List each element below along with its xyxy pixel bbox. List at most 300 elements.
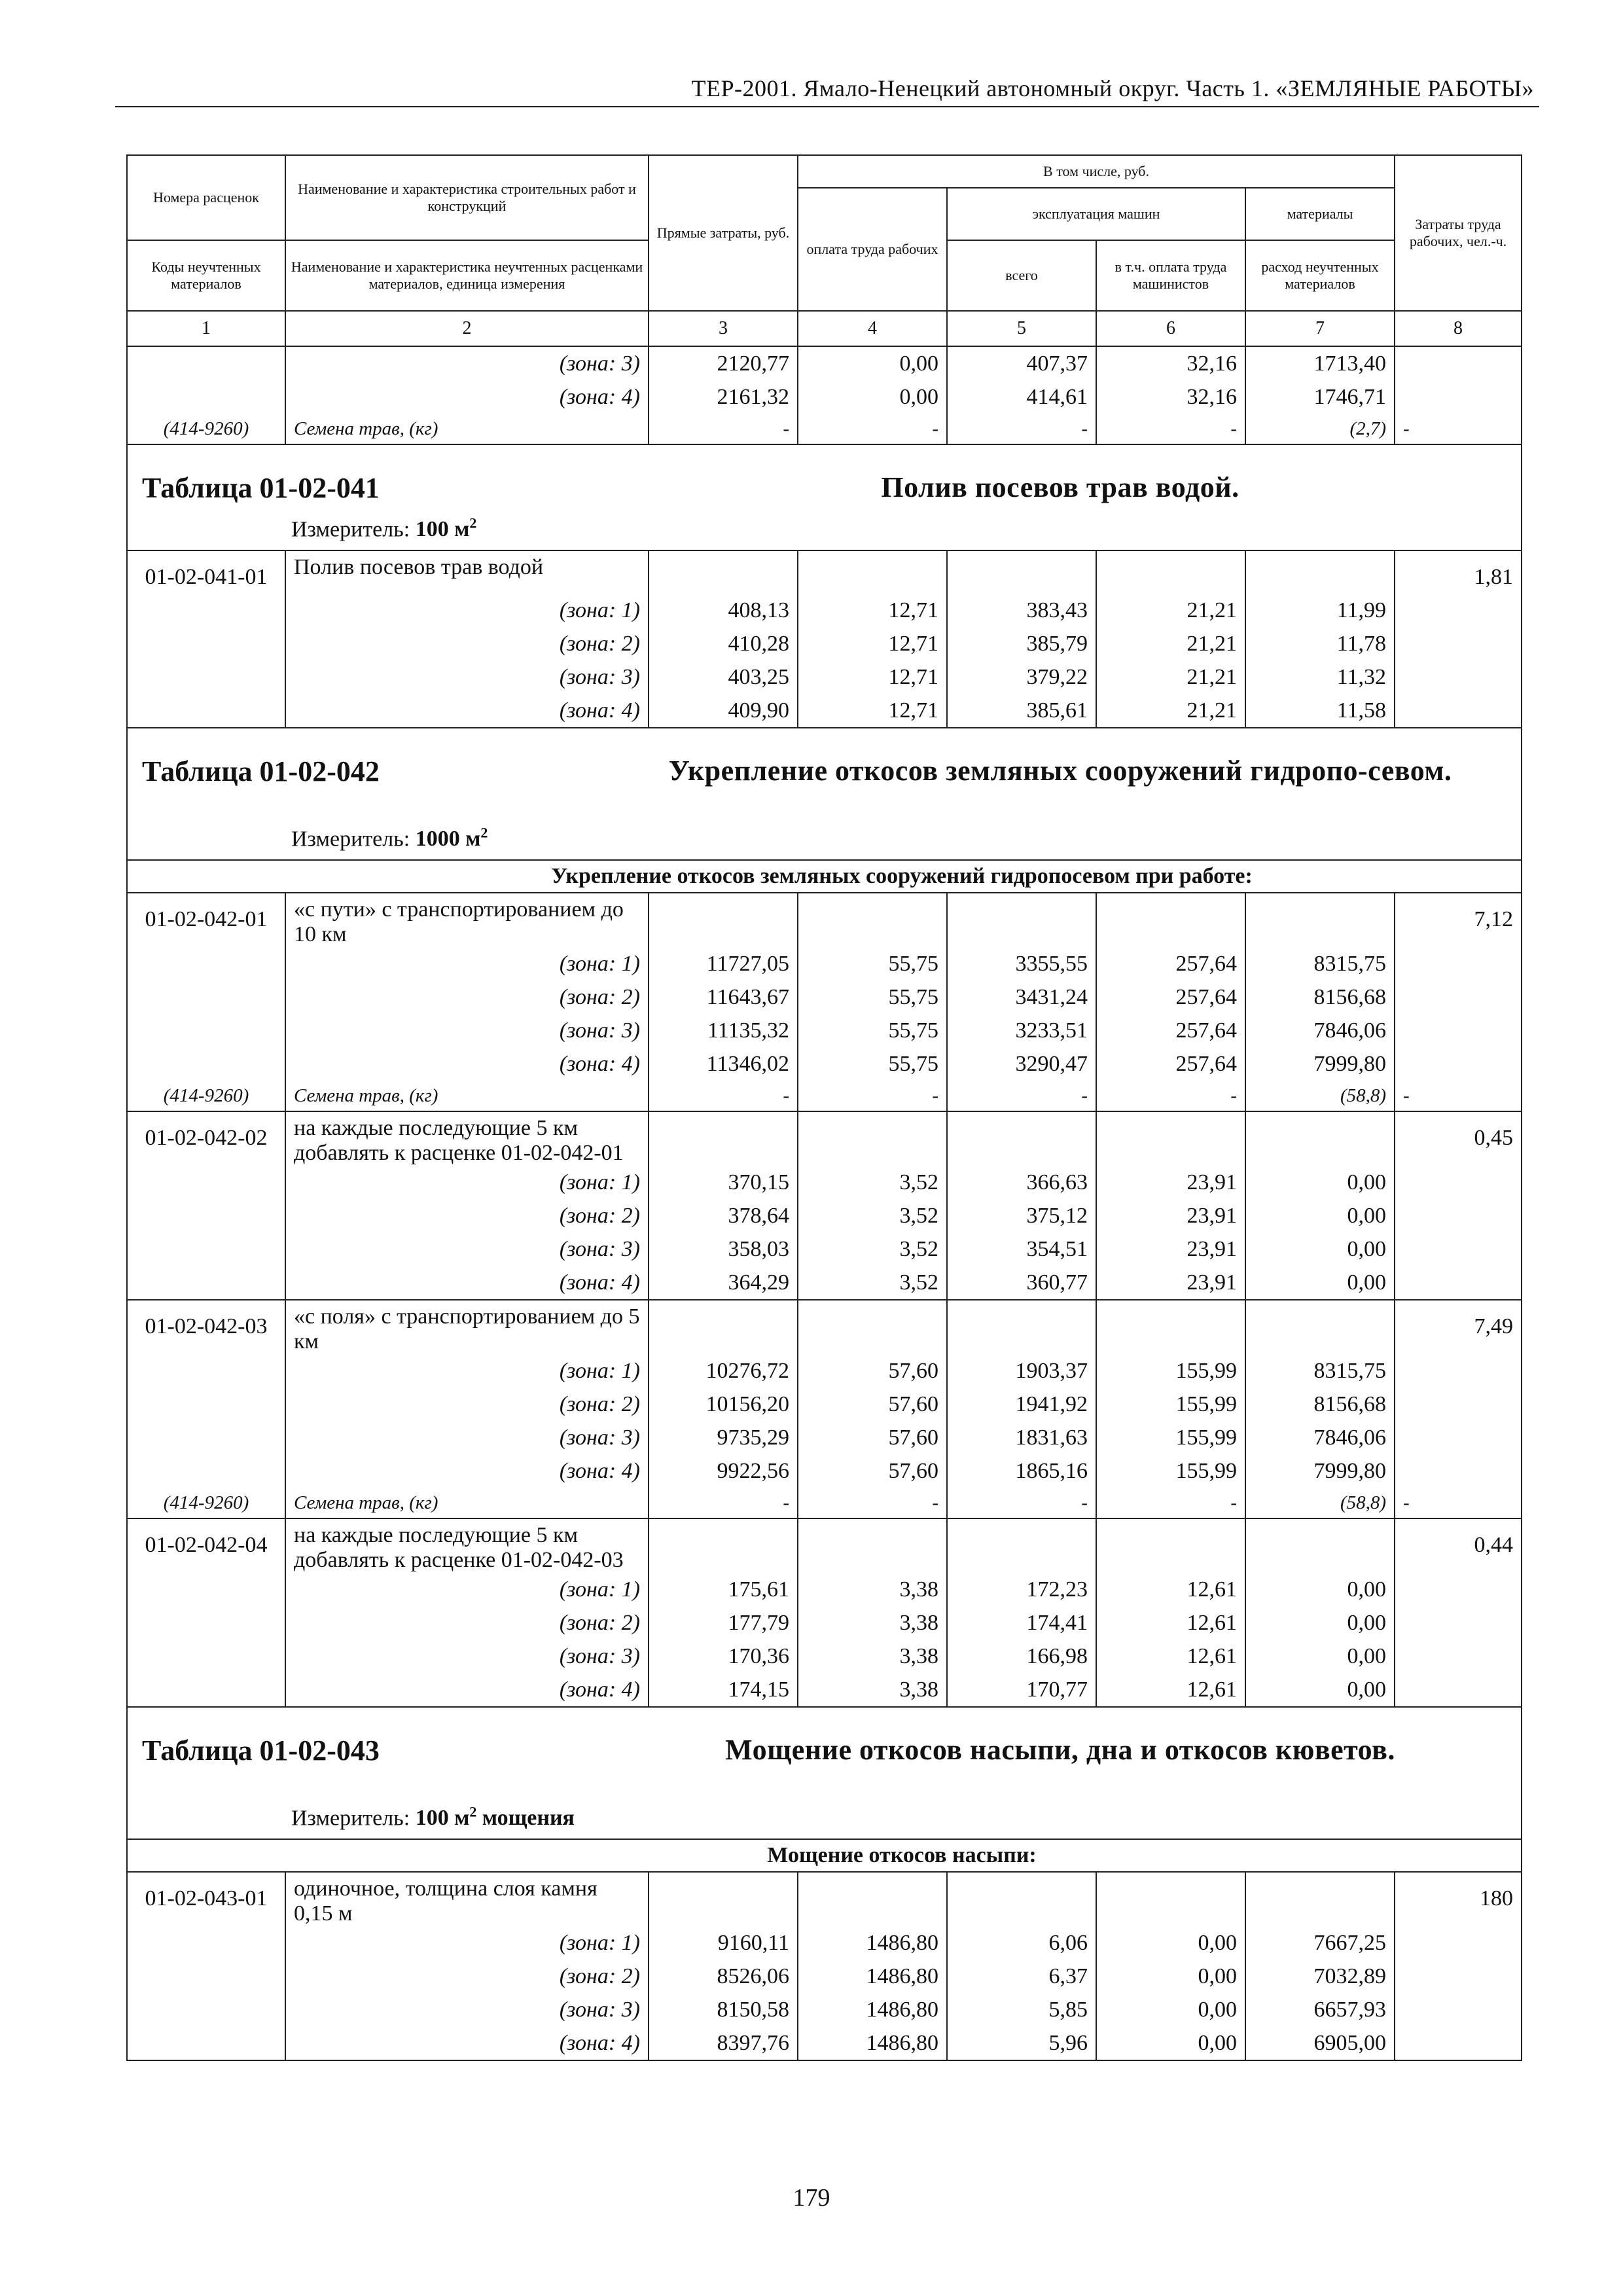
zone-row [127, 694, 1522, 728]
rate-code-cell [127, 694, 285, 728]
labor-cell [1395, 980, 1522, 1014]
zone-label: (зона: 3) [285, 1640, 649, 1673]
zone-row [127, 2026, 1522, 2060]
rate-code-cell [127, 1232, 285, 1266]
labor-cell [1395, 694, 1522, 728]
zone-row [127, 980, 1522, 1014]
materials-cost-value: 7999,80 [1245, 1047, 1395, 1081]
section-name: Мощение откосов насыпи, дна и откосов кюветов. [725, 1734, 1395, 1766]
group-heading-text: Укрепление откосов земляных сооружений гидропосевом при работе: [551, 864, 1253, 888]
zone-row [127, 1673, 1522, 1707]
labor-cell [1395, 594, 1522, 627]
table-section-header [127, 1707, 1522, 1839]
operator-pay-value: 257,64 [1096, 1014, 1245, 1047]
zone-label: (зона: 1) [285, 1166, 649, 1199]
materials-cost-value: 7667,25 [1245, 1926, 1395, 1960]
empty-cell [1096, 1518, 1245, 1573]
machines-total-value: 6,06 [947, 1926, 1096, 1960]
labor-cell [1395, 1354, 1522, 1388]
worker-pay-value: 1486,80 [798, 1926, 947, 1960]
section-unit [291, 1795, 575, 1835]
machines-total-value: 379,22 [947, 660, 1096, 694]
table-header [127, 155, 1522, 346]
worker-pay-value: 3,52 [798, 1232, 947, 1266]
zone-row [127, 1454, 1522, 1488]
labor-cell [1395, 1047, 1522, 1081]
labor-cell [1395, 1926, 1522, 1960]
unit-suffix: мощения [476, 1806, 575, 1830]
running-header [115, 65, 1539, 107]
rate-item-row [127, 1111, 1522, 1166]
machines-total-value: 366,63 [947, 1166, 1096, 1199]
rate-code-cell [127, 1454, 285, 1488]
labor-cell [1395, 1232, 1522, 1266]
machines-total-value: 385,79 [947, 627, 1096, 660]
zone-row [127, 1047, 1522, 1081]
operator-pay-value: 12,61 [1096, 1606, 1245, 1640]
rate-code-cell [127, 980, 285, 1014]
materials-cost-value: 8315,75 [1245, 1354, 1395, 1388]
material-row [127, 1488, 1522, 1518]
operator-pay-value: 0,00 [1096, 1926, 1245, 1960]
direct-costs-value: 358,03 [649, 1232, 798, 1266]
col-number: 6 [1096, 311, 1245, 346]
direct-costs-value: 11346,02 [649, 1047, 798, 1081]
material-row [127, 1081, 1522, 1111]
direct-costs-value: 403,25 [649, 660, 798, 694]
direct-costs-value: 2120,77 [649, 346, 798, 380]
zone-row [127, 1354, 1522, 1388]
rate-code-cell [127, 1993, 285, 2026]
header-material-use: расход неучтенных материалов [1245, 240, 1395, 311]
machines-total-value: 5,96 [947, 2026, 1096, 2060]
worker-pay-value: 55,75 [798, 1014, 947, 1047]
worker-pay-value: 1486,80 [798, 2026, 947, 2060]
worker-pay-value: 3,38 [798, 1606, 947, 1640]
worker-pay-value: 1486,80 [798, 1960, 947, 1993]
operator-pay-value: 32,16 [1096, 346, 1245, 380]
zone-row [127, 1388, 1522, 1421]
operator-pay-value: 21,21 [1096, 594, 1245, 627]
rate-name: на каждые последующие 5 км добавлять к расценке 01-02-042-03 [285, 1518, 649, 1573]
machines-total-value: 1941,92 [947, 1388, 1096, 1421]
rate-item-row [127, 550, 1522, 594]
rate-code: 01-02-041-01 [127, 550, 285, 594]
zone-row [127, 947, 1522, 980]
material-value: - [947, 414, 1096, 444]
material-value: - [1096, 1081, 1245, 1111]
labor-cell [1395, 1993, 1522, 2026]
empty-cell [1096, 550, 1245, 594]
machines-total-value: 5,85 [947, 1993, 1096, 2026]
labor-cell [1395, 1960, 1522, 1993]
rate-name: «с поля» с транспортированием до 5 км [285, 1300, 649, 1354]
section-name: Укрепление откосов земляных сооружений гидропо-севом. [668, 755, 1452, 787]
worker-pay-value: 3,38 [798, 1640, 947, 1673]
labor-cell [1395, 1673, 1522, 1707]
worker-pay-value: 0,00 [798, 380, 947, 414]
rate-code: 01-02-042-03 [127, 1300, 285, 1354]
zone-row [127, 380, 1522, 414]
materials-cost-value: 11,78 [1245, 627, 1395, 660]
zone-row [127, 1993, 1522, 2026]
labor-cell [1395, 660, 1522, 694]
rate-code-cell [127, 1014, 285, 1047]
direct-costs-value: 409,90 [649, 694, 798, 728]
rate-code-cell [127, 1421, 285, 1454]
labor-cell [1395, 1606, 1522, 1640]
material-value: - [649, 1488, 798, 1518]
material-value: - [1096, 1488, 1245, 1518]
header-machines: эксплуатация машин [947, 188, 1245, 240]
material-value: - [1096, 414, 1245, 444]
materials-cost-value: 0,00 [1245, 1166, 1395, 1199]
direct-costs-value: 10276,72 [649, 1354, 798, 1388]
labor-cell [1395, 380, 1522, 414]
unit-value: 100 м [415, 1806, 470, 1830]
materials-cost-value: 0,00 [1245, 1232, 1395, 1266]
zone-label: (зона: 3) [285, 1421, 649, 1454]
operator-pay-value: 257,64 [1096, 947, 1245, 980]
empty-cell [947, 550, 1096, 594]
operator-pay-value: 32,16 [1096, 380, 1245, 414]
labor-cell [1395, 346, 1522, 380]
operator-pay-value: 23,91 [1096, 1166, 1245, 1199]
zone-label: (зона: 2) [285, 1199, 649, 1232]
labor-cell [1395, 1640, 1522, 1673]
worker-pay-value: 57,60 [798, 1421, 947, 1454]
materials-cost-value: 0,00 [1245, 1640, 1395, 1673]
group-heading-text: Мощение откосов насыпи: [767, 1843, 1037, 1867]
materials-cost-value: 6657,93 [1245, 1993, 1395, 2026]
machines-total-value: 354,51 [947, 1232, 1096, 1266]
material-labor: - [1395, 1488, 1522, 1518]
material-code: (414-9260) [163, 418, 249, 439]
materials-cost-value: 11,32 [1245, 660, 1395, 694]
machines-total-value: 174,41 [947, 1606, 1096, 1640]
table-section-header [127, 728, 1522, 860]
machines-total-value: 3355,55 [947, 947, 1096, 980]
operator-pay-value: 21,21 [1096, 660, 1245, 694]
empty-cell [798, 550, 947, 594]
empty-cell [798, 1111, 947, 1166]
direct-costs-value: 174,15 [649, 1673, 798, 1707]
direct-costs-value: 11135,32 [649, 1014, 798, 1047]
zone-row [127, 1266, 1522, 1300]
direct-costs-value: 10156,20 [649, 1388, 798, 1421]
direct-costs-value: 9160,11 [649, 1926, 798, 1960]
machines-total-value: 1831,63 [947, 1421, 1096, 1454]
section-name: Полив посевов трав водой. [881, 471, 1240, 503]
machines-total-value: 3290,47 [947, 1047, 1096, 1081]
machines-total-value: 3233,51 [947, 1014, 1096, 1047]
empty-cell [1245, 1518, 1395, 1573]
labor-cell [1395, 1199, 1522, 1232]
direct-costs-value: 8397,76 [649, 2026, 798, 2060]
materials-cost-value: 7846,06 [1245, 1421, 1395, 1454]
machines-total-value: 166,98 [947, 1640, 1096, 1673]
labor-value: 7,12 [1395, 893, 1522, 947]
direct-costs-value: 8526,06 [649, 1960, 798, 1993]
operator-pay-value: 12,61 [1096, 1573, 1245, 1606]
worker-pay-value: 55,75 [798, 980, 947, 1014]
header-including: В том числе, руб. [798, 155, 1395, 188]
section-title: Таблица 01-02-043 [142, 1734, 380, 1767]
col-number: 4 [798, 311, 947, 346]
zone-label: (зона: 4) [285, 2026, 649, 2060]
zone-row [127, 594, 1522, 627]
material-value: (2,7) [1245, 414, 1395, 444]
materials-cost-value: 0,00 [1245, 1573, 1395, 1606]
zone-row [127, 660, 1522, 694]
empty-cell [798, 1518, 947, 1573]
rate-item-row [127, 1300, 1522, 1354]
empty-cell [1245, 893, 1395, 947]
empty-cell [649, 1872, 798, 1926]
materials-cost-value: 0,00 [1245, 1199, 1395, 1232]
zone-label: (зона: 1) [285, 1926, 649, 1960]
empty-cell [798, 893, 947, 947]
operator-pay-value: 21,21 [1096, 694, 1245, 728]
header-materials: материалы [1245, 188, 1395, 240]
zone-label: (зона: 2) [285, 1960, 649, 1993]
rate-code-cell [127, 1388, 285, 1421]
materials-cost-value: 8156,68 [1245, 1388, 1395, 1421]
worker-pay-value: 3,38 [798, 1673, 947, 1707]
rate-code-cell [127, 1673, 285, 1707]
header-work-name: Наименование и характеристика строительных работ и конструкций [285, 155, 649, 240]
empty-cell [798, 1300, 947, 1354]
worker-pay-value: 3,38 [798, 1573, 947, 1606]
empty-cell [947, 1518, 1096, 1573]
worker-pay-value: 0,00 [798, 346, 947, 380]
labor-cell [1395, 947, 1522, 980]
materials-cost-value: 0,00 [1245, 1606, 1395, 1640]
materials-cost-value: 7999,80 [1245, 1454, 1395, 1488]
zone-label: (зона: 4) [285, 1047, 649, 1081]
rate-code-cell [127, 1199, 285, 1232]
zone-label: (зона: 1) [285, 1573, 649, 1606]
empty-cell [649, 1518, 798, 1573]
col-number: 8 [1395, 311, 1522, 346]
material-value: (58,8) [1245, 1081, 1395, 1111]
zone-row [127, 1573, 1522, 1606]
labor-cell [1395, 1421, 1522, 1454]
worker-pay-value: 55,75 [798, 947, 947, 980]
zone-label: (зона: 4) [285, 380, 649, 414]
machines-total-value: 3431,24 [947, 980, 1096, 1014]
zone-label: (зона: 4) [285, 1266, 649, 1300]
operator-pay-value: 155,99 [1096, 1354, 1245, 1388]
rate-code: 01-02-042-04 [127, 1518, 285, 1573]
rate-code-cell [127, 1354, 285, 1388]
page-number: 179 [793, 2184, 830, 2212]
worker-pay-value: 1486,80 [798, 1993, 947, 2026]
operator-pay-value: 12,61 [1096, 1640, 1245, 1673]
rate-name: «с пути» с транспортированием до 10 км [285, 893, 649, 947]
unit-power: 2 [469, 514, 477, 531]
empty-cell [947, 1300, 1096, 1354]
worker-pay-value: 55,75 [798, 1047, 947, 1081]
zone-label: (зона: 1) [285, 947, 649, 980]
rate-code: 01-02-042-01 [127, 893, 285, 947]
rate-code: 01-02-043-01 [127, 1872, 285, 1926]
direct-costs-value: 177,79 [649, 1606, 798, 1640]
operator-pay-value: 23,91 [1096, 1232, 1245, 1266]
materials-cost-value: 11,58 [1245, 694, 1395, 728]
operator-pay-value: 23,91 [1096, 1266, 1245, 1300]
empty-cell [1096, 1111, 1245, 1166]
operator-pay-value: 0,00 [1096, 2026, 1245, 2060]
running-header-title: ТЕР-2001. Ямало-Ненецкий автономный округ. Часть 1. «ЗЕМЛЯНЫЕ РАБОТЫ» [691, 75, 1534, 101]
empty-cell [798, 1872, 947, 1926]
rate-code-cell [127, 346, 285, 380]
material-value: - [947, 1081, 1096, 1111]
zone-label: (зона: 3) [285, 1232, 649, 1266]
unit-label: Измеритель: [291, 1806, 410, 1830]
material-value: - [947, 1488, 1096, 1518]
direct-costs-value: 170,36 [649, 1640, 798, 1673]
labor-cell [1395, 1388, 1522, 1421]
rate-code-cell [127, 660, 285, 694]
unit-power: 2 [469, 1803, 477, 1820]
machines-total-value: 1903,37 [947, 1354, 1096, 1388]
labor-cell [1395, 1266, 1522, 1300]
worker-pay-value: 3,52 [798, 1266, 947, 1300]
zone-row [127, 346, 1522, 380]
group-heading [127, 860, 1522, 893]
worker-pay-value: 3,52 [798, 1199, 947, 1232]
operator-pay-value: 155,99 [1096, 1454, 1245, 1488]
rate-code-cell [127, 947, 285, 980]
unit-label: Измеритель: [291, 827, 410, 851]
operator-pay-value: 21,21 [1096, 627, 1245, 660]
zone-row [127, 1014, 1522, 1047]
material-name: Семена трав, (кг) [285, 1488, 649, 1518]
zone-label: (зона: 2) [285, 627, 649, 660]
empty-cell [947, 1872, 1096, 1926]
worker-pay-value: 57,60 [798, 1388, 947, 1421]
zone-row [127, 1232, 1522, 1266]
machines-total-value: 170,77 [947, 1673, 1096, 1707]
unit-value: 100 м [415, 517, 470, 541]
zone-row [127, 1926, 1522, 1960]
header-operator-pay: в т.ч. оплата труда машинистов [1096, 240, 1245, 311]
operator-pay-value: 257,64 [1096, 980, 1245, 1014]
materials-cost-value: 1746,71 [1245, 380, 1395, 414]
zone-label: (зона: 4) [285, 1454, 649, 1488]
machines-total-value: 1865,16 [947, 1454, 1096, 1488]
machines-total-value: 172,23 [947, 1573, 1096, 1606]
labor-cell [1395, 1166, 1522, 1199]
header-labor: Затраты труда рабочих, чел.-ч. [1395, 155, 1522, 311]
section-unit [291, 816, 488, 855]
unit-label: Измеритель: [291, 517, 410, 541]
worker-pay-value: 12,71 [798, 594, 947, 627]
col-number: 3 [649, 311, 798, 346]
direct-costs-value: 378,64 [649, 1199, 798, 1232]
labor-cell [1395, 1454, 1522, 1488]
rate-code-cell [127, 627, 285, 660]
header-rate-numbers: Номера расценок [127, 155, 285, 240]
col-number: 1 [127, 311, 285, 346]
rate-code-cell [127, 1640, 285, 1673]
empty-cell [649, 550, 798, 594]
worker-pay-value: 57,60 [798, 1354, 947, 1388]
empty-cell [649, 1111, 798, 1166]
direct-costs-value: 9735,29 [649, 1421, 798, 1454]
material-labor: - [1395, 414, 1522, 444]
zone-label: (зона: 4) [285, 1673, 649, 1707]
section-title: Таблица 01-02-042 [142, 755, 380, 787]
material-labor: - [1395, 1081, 1522, 1111]
direct-costs-value: 11727,05 [649, 947, 798, 980]
direct-costs-value: 410,28 [649, 627, 798, 660]
direct-costs-value: 11643,67 [649, 980, 798, 1014]
direct-costs-value: 9922,56 [649, 1454, 798, 1488]
rate-code-cell [127, 1166, 285, 1199]
header-direct-costs: Прямые затраты, руб. [649, 155, 798, 311]
empty-cell [1096, 1300, 1245, 1354]
zone-row [127, 1421, 1522, 1454]
col-number: 7 [1245, 311, 1395, 346]
zone-row [127, 1199, 1522, 1232]
zone-label: (зона: 1) [285, 594, 649, 627]
operator-pay-value: 23,91 [1096, 1199, 1245, 1232]
empty-cell [649, 1300, 798, 1354]
material-value: - [649, 1081, 798, 1111]
material-value: - [798, 1488, 947, 1518]
zone-label: (зона: 3) [285, 1014, 649, 1047]
table-section-header [127, 444, 1522, 550]
zone-label: (зона: 3) [285, 346, 649, 380]
labor-value: 0,45 [1395, 1111, 1522, 1166]
material-value: - [798, 414, 947, 444]
zone-label: (зона: 3) [285, 660, 649, 694]
operator-pay-value: 0,00 [1096, 1960, 1245, 1993]
machines-total-value: 375,12 [947, 1199, 1096, 1232]
col-number: 2 [285, 311, 649, 346]
operator-pay-value: 155,99 [1096, 1388, 1245, 1421]
labor-cell [1395, 1573, 1522, 1606]
empty-cell [1096, 1872, 1245, 1926]
zone-row [127, 627, 1522, 660]
worker-pay-value: 57,60 [798, 1454, 947, 1488]
header-column-numbers [127, 311, 1522, 346]
empty-cell [649, 893, 798, 947]
machines-total-value: 385,61 [947, 694, 1096, 728]
empty-cell [1245, 1111, 1395, 1166]
empty-cell [947, 1111, 1096, 1166]
empty-cell [1245, 1300, 1395, 1354]
direct-costs-value: 370,15 [649, 1166, 798, 1199]
zone-label: (зона: 4) [285, 694, 649, 728]
rate-item-row [127, 1518, 1522, 1573]
labor-cell [1395, 1014, 1522, 1047]
direct-costs-value: 175,61 [649, 1573, 798, 1606]
zone-row [127, 1640, 1522, 1673]
empty-cell [1096, 893, 1245, 947]
labor-value: 0,44 [1395, 1518, 1522, 1573]
labor-cell [1395, 2026, 1522, 2060]
operator-pay-value: 12,61 [1096, 1673, 1245, 1707]
labor-value: 180 [1395, 1872, 1522, 1926]
rate-code-cell [127, 594, 285, 627]
rate-name: Полив посевов трав водой [285, 550, 649, 594]
direct-costs-value: 8150,58 [649, 1993, 798, 2026]
worker-pay-value: 12,71 [798, 694, 947, 728]
header-material-names: Наименование и характеристика неучтенных расценками материалов, единица измерения [285, 240, 649, 311]
